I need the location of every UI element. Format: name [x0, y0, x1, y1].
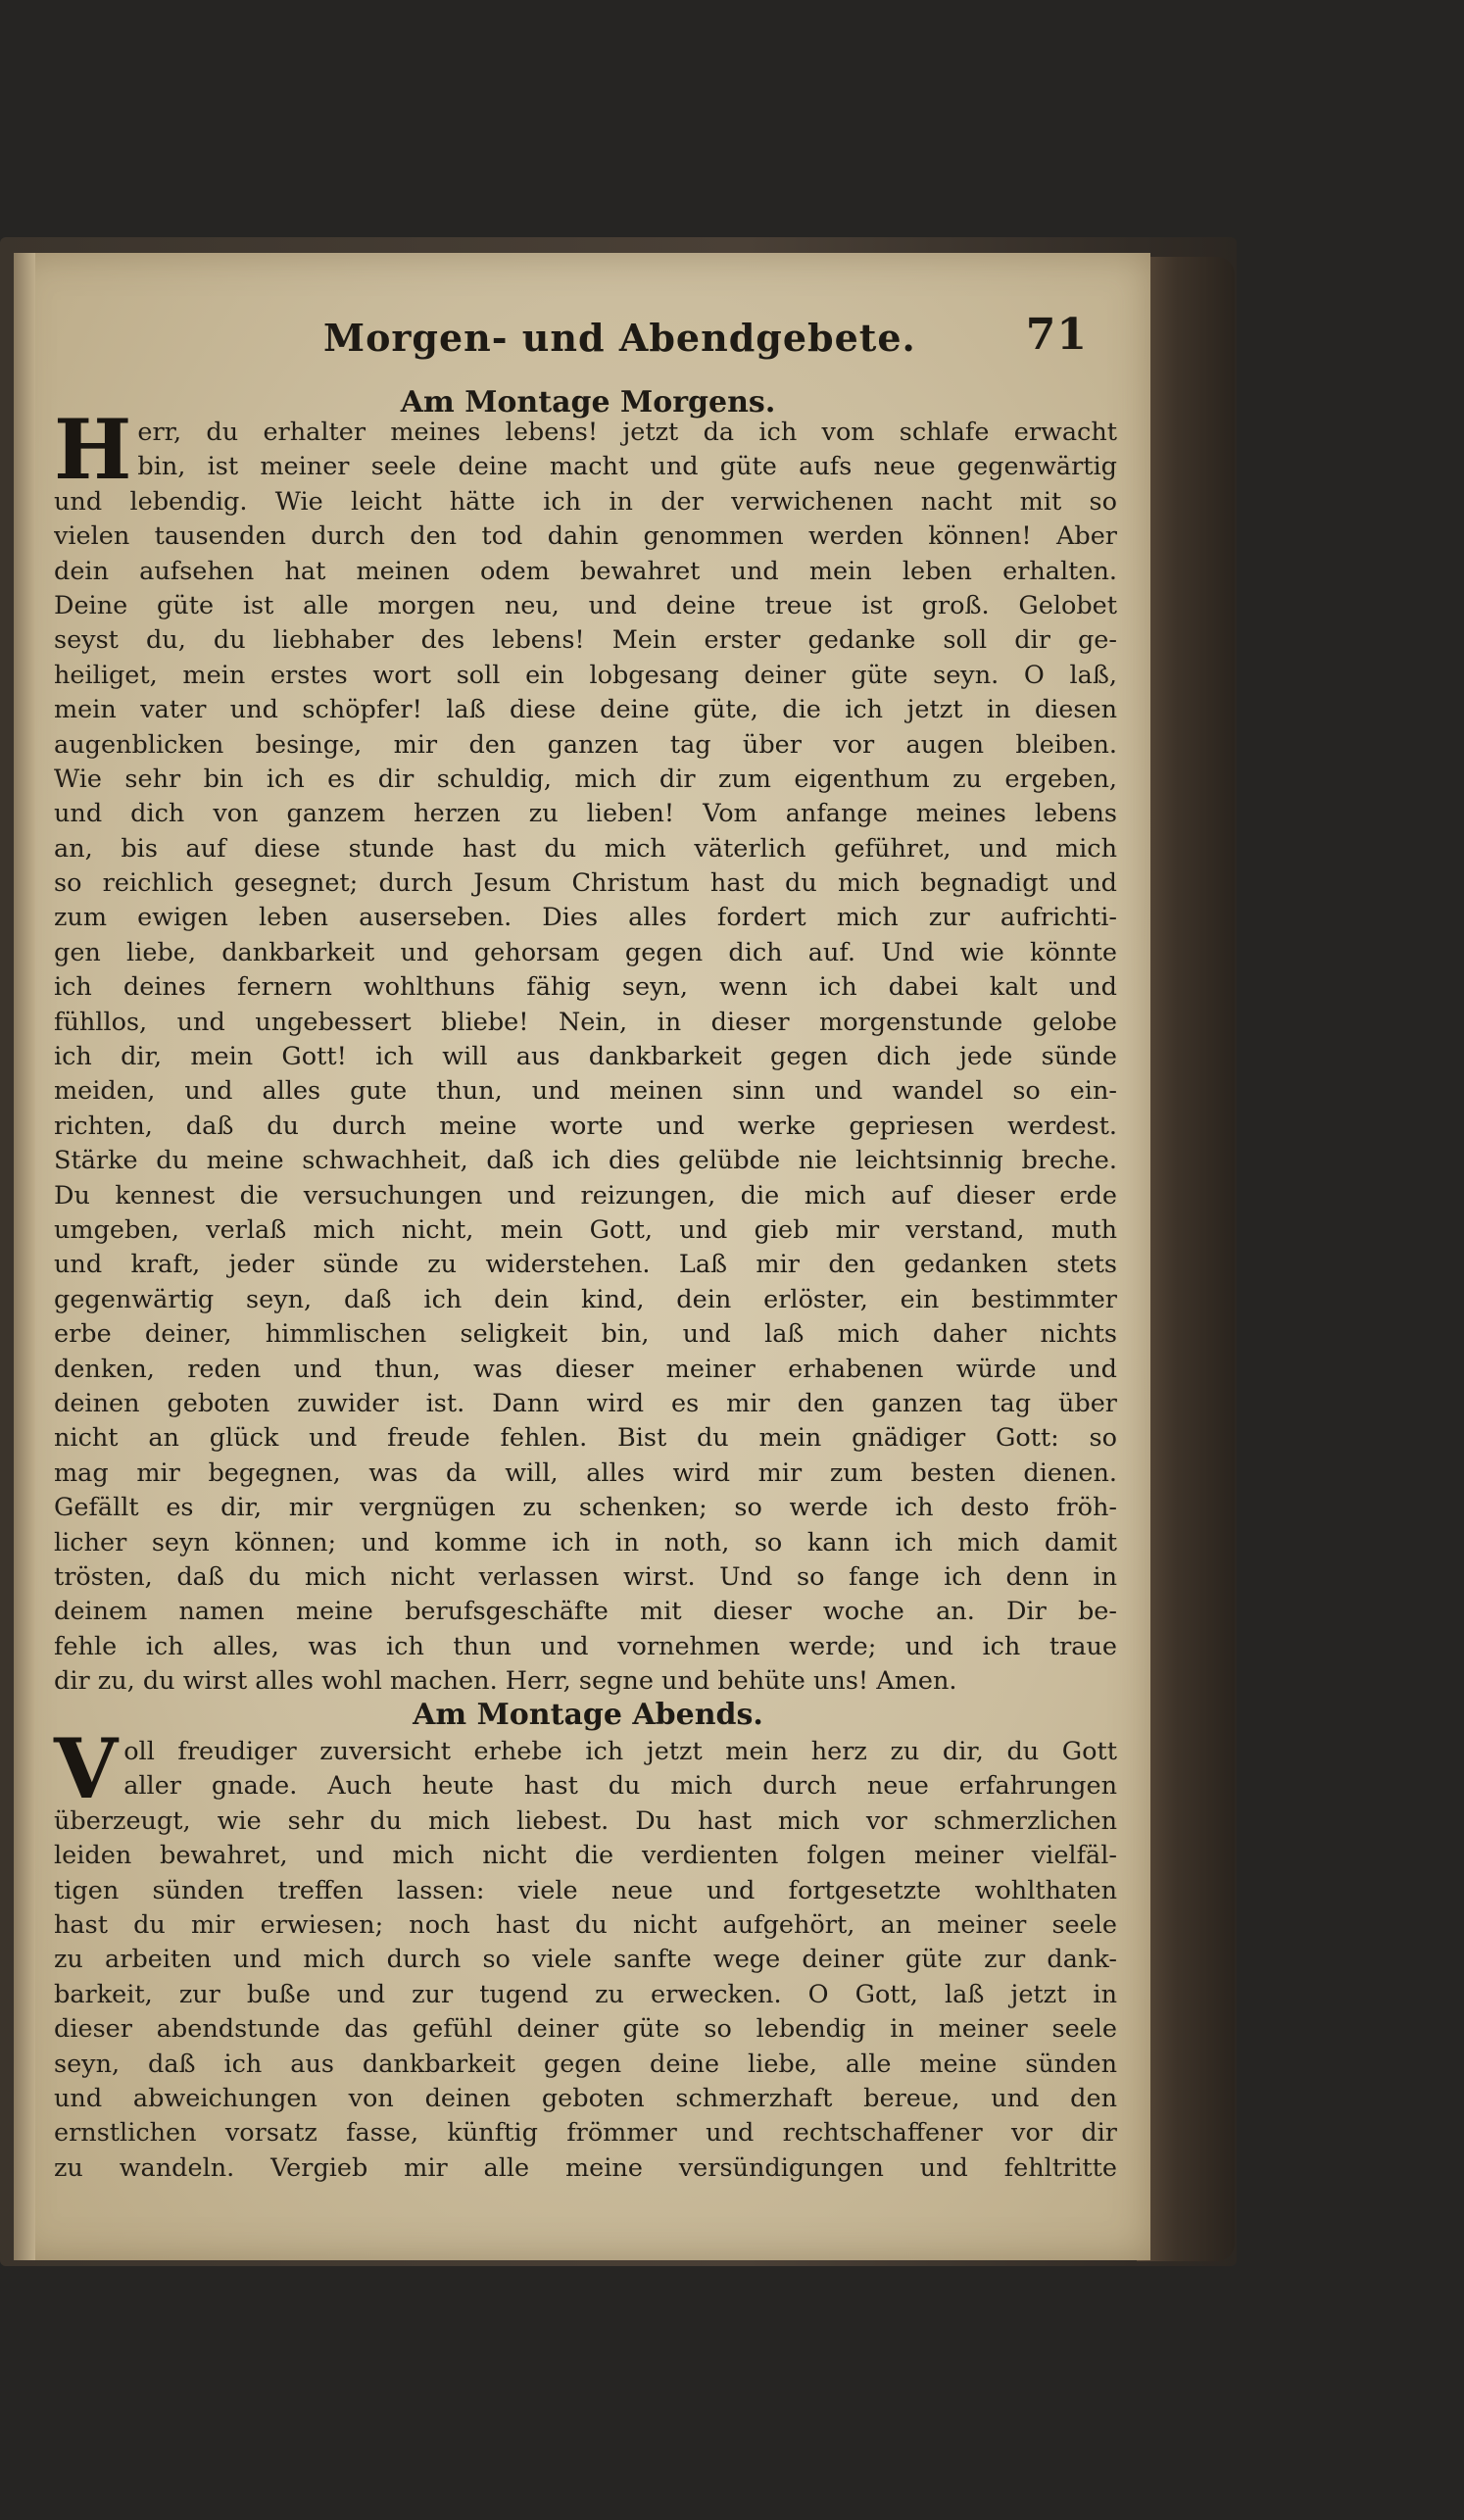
text-line: barkeit, zur buße und zur tugend zu erwecken. O Gott, laß jetzt in: [54, 1979, 1117, 2009]
text-line: oll freudiger zuversicht erhebe ich jetzt mein herz zu dir, du Gott: [123, 1737, 1117, 1766]
text-line: zu arbeiten und mich durch so viele sanfte wege deiner güte zur dank-: [54, 1945, 1117, 1975]
text-line: Wie sehr bin ich es dir schuldig, mich dir zum eigenthum zu ergeben,: [54, 764, 1117, 794]
text-line: dieser abendstunde das gefühl deiner güte so lebendig in meiner seele: [54, 2014, 1117, 2045]
page-gutter: [14, 253, 35, 2260]
text-line: und abweichungen von deinen geboten schmerzhaft bereue, und den: [54, 2083, 1117, 2113]
text-line: trösten, daß du mich nicht verlassen wirst. Und so fange ich denn in: [54, 1561, 1117, 1592]
section-heading-morning: Am Montage Morgens.: [400, 385, 776, 420]
text-line: licher seyn können; und komme ich in noth, so kann ich mich damit: [54, 1527, 1117, 1557]
text-line: überzeugt, wie sehr du mich liebest. Du hast mich vor schmerzlichen: [54, 1805, 1117, 1836]
text-line: gen liebe, dankbarkeit und gehorsam gegen dich auf. Und wie könnte: [54, 937, 1117, 967]
text-line: augenblicken besinge, mir den ganzen tag über vor augen bleiben.: [54, 729, 1117, 760]
dropcap-evening: V: [54, 1720, 119, 1817]
text-line: aller gnade. Auch heute hast du mich durch neue erfahrungen: [123, 1771, 1117, 1802]
text-line: meiden, und alles gute thun, und meinen sinn und wandel so ein-: [54, 1076, 1117, 1107]
text-line: ich deines fernern wohlthuns fähig seyn, wenn ich dabei kalt und: [54, 972, 1117, 1003]
text-line: nicht an glück und freude fehlen. Bist du mein gnädiger Gott: so: [54, 1423, 1117, 1454]
text-line: umgeben, verlaß mich nicht, mein Gott, und gieb mir verstand, muth: [54, 1214, 1117, 1245]
text-line: mag mir begegnen, was da will, alles wird mir zum besten dienen.: [54, 1458, 1117, 1488]
text-line: denken, reden und thun, was dieser meiner erhabenen würde und: [54, 1354, 1117, 1384]
text-line: ich dir, mein Gott! ich will aus dankbarkeit gegen dich jede sünde: [54, 1042, 1117, 1072]
text-line: dir zu, du wirst alles wohl machen. Herr, segne und behüte uns! Amen.: [54, 1666, 957, 1697]
text-line: bin, ist meiner seele deine macht und güte aufs neue gegenwärtig: [137, 452, 1117, 482]
text-line: vielen tausenden durch den tod dahin genommen werden können! Aber: [54, 521, 1117, 552]
section-heading-evening: Am Montage Abends.: [413, 1698, 763, 1732]
text-line: tigen sünden treffen lassen: viele neue und fortgesetzte wohlthaten: [54, 1875, 1117, 1905]
text-line: leiden bewahret, und mich nicht die verdienten folgen meiner vielfäl-: [54, 1841, 1117, 1871]
text-line: erbe deiner, himmlischen seligkeit bin, und laß mich daher nichts: [54, 1319, 1117, 1350]
text-line: fühllos, und ungebessert bliebe! Nein, in dieser morgenstunde gelobe: [54, 1007, 1117, 1037]
text-line: und kraft, jeder sünde zu widerstehen. Laß mir den gedanken stets: [54, 1250, 1117, 1280]
text-line: Deine güte ist alle morgen neu, und deine treue ist groß. Gelobet: [54, 590, 1117, 620]
text-line: err, du erhalter meines lebens! jetzt da ich vom schlafe erwacht: [137, 418, 1117, 447]
text-line: hast du mir erwiesen; noch hast du nicht aufgehört, an meiner seele: [54, 1909, 1117, 1940]
text-line: an, bis auf diese stunde hast du mich väterlich geführet, und mich: [54, 833, 1117, 864]
prayer-text-evening: [54, 1720, 1117, 2186]
text-line: und lebendig. Wie leicht hätte ich in der verwichenen nacht mit so: [54, 486, 1117, 517]
text-line: gegenwärtig seyn, daß ich dein kind, dein erlöster, ein bestimmter: [54, 1284, 1117, 1314]
text-line: Du kennest die versuchungen und reizungen, die mich auf dieser erde: [54, 1180, 1117, 1211]
text-line: deinen geboten zuwider ist. Dann wird es mir den ganzen tag über: [54, 1388, 1117, 1418]
text-line: heiliget, mein erstes wort soll ein lobgesang deiner güte seyn. O laß,: [54, 660, 1117, 690]
text-line: seyst du, du liebhaber des lebens! Mein erster gedanke soll dir ge-: [54, 625, 1117, 656]
text-line: zu wandeln. Vergieb mir alle meine versündigungen und fehltritte: [54, 2152, 1117, 2183]
text-line: zum ewigen leben auserseben. Dies alles fordert mich zur aufrichti-: [54, 903, 1117, 933]
text-line: ernstlichen vorsatz fasse, künftig frömmer und rechtschaffener vor dir: [54, 2118, 1117, 2149]
text-line: fehle ich alles, was ich thun und vornehmen werde; und ich traue: [54, 1631, 1117, 1661]
dropcap-morning: H: [54, 401, 132, 498]
text-line: mein vater und schöpfer! laß diese deine güte, die ich jetzt in diesen: [54, 695, 1117, 725]
text-line: seyn, daß ich aus dankbarkeit gegen deine liebe, alle meine sünden: [54, 2049, 1117, 2079]
text-line: so reichlich gesegnet; durch Jesum Christum hast du mich begnadigt und: [54, 868, 1117, 899]
running-head: [323, 310, 1088, 369]
running-head-title: Morgen- und Abendgebete.: [323, 316, 916, 360]
text-line: und dich von ganzem herzen zu lieben! Vom anfange meines lebens: [54, 799, 1117, 829]
text-line: Gefällt es dir, mir vergnügen zu schenken; so werde ich desto fröh-: [54, 1493, 1117, 1523]
text-line: dein aufsehen hat meinen odem bewahret und mein leben erhalten.: [54, 556, 1117, 586]
text-line: richten, daß du durch meine worte und werke gepriesen werdest.: [54, 1111, 1117, 1141]
book-cover-edge: [1137, 257, 1235, 2261]
text-line: deinem namen meine berufsgeschäfte mit dieser woche an. Dir be-: [54, 1597, 1117, 1627]
page-number: 71: [1025, 310, 1088, 360]
text-line: Stärke du meine schwachheit, daß ich dies gelübde nie leichtsinnig breche.: [54, 1146, 1117, 1176]
